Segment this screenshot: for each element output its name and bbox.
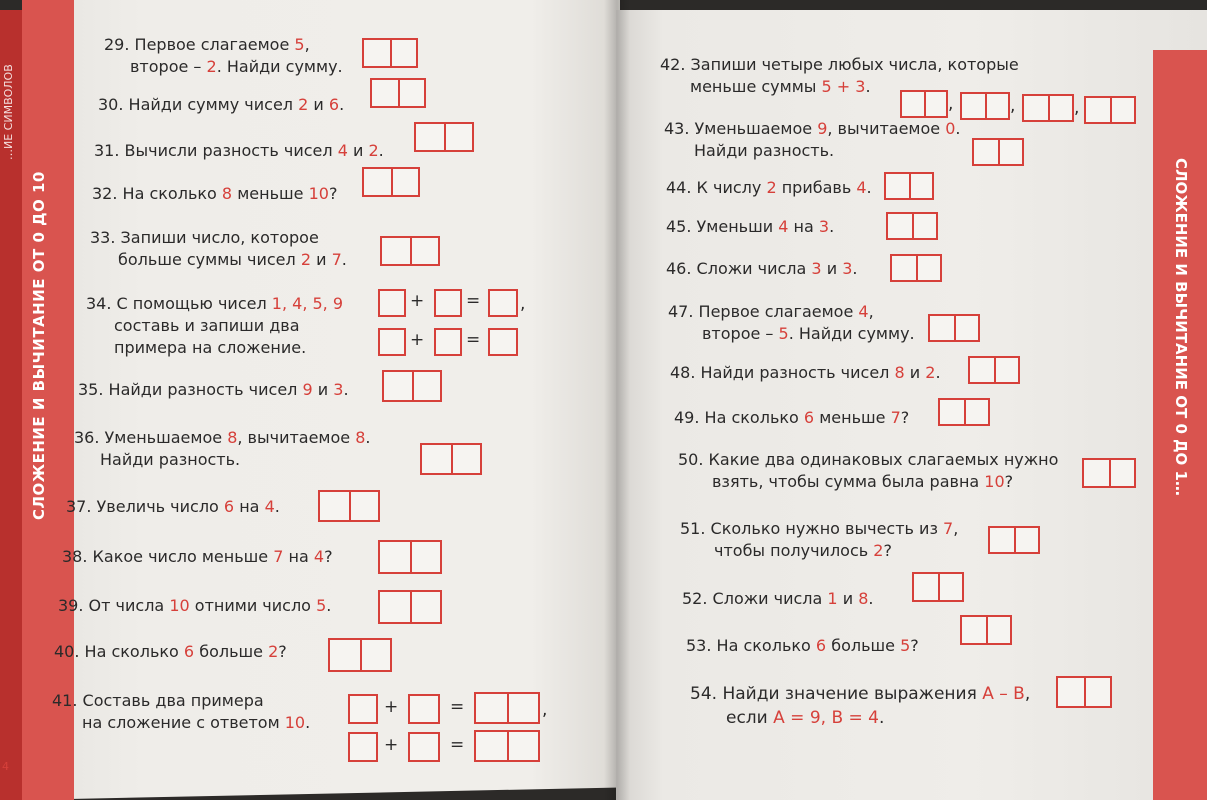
comma-sign: , [520,294,526,314]
answer-box-37[interactable] [318,490,380,522]
answer-box-34b-1[interactable] [378,328,406,356]
task-39: 39. От числа 10 отними число 5. [58,596,332,615]
task-29: 29. Первое слагаемое 5, второе – 2. Найди сумму. [104,35,343,76]
task-52: 52. Сложи числа 1 и 8. [682,589,874,608]
plus-sign: + [410,291,425,311]
answer-box-34b-2[interactable] [434,328,462,356]
task-48: 48. Найди разность чисел 8 и 2. [670,363,941,382]
answer-box-41b-2[interactable] [408,732,440,762]
answer-box-35[interactable] [382,370,442,402]
task-50: 50. Какие два одинаковых слагаемых нужно взять, чтобы сумма была равна 10? [678,450,1059,491]
answer-box-34a-3[interactable] [488,289,518,317]
answer-box-32[interactable] [362,167,420,197]
answer-box-41a-3[interactable] [474,692,540,724]
answer-box-40[interactable] [328,638,392,672]
equals-sign: = [450,697,465,717]
comma-sign: , [542,700,548,720]
answer-box-42-1[interactable] [900,90,948,118]
task-44: 44. К числу 2 прибавь 4. [666,178,872,197]
task-41: 41. Составь два примера на сложение с ответом 10. [52,691,311,732]
task-54: 54. Найди значение выражения A – B, если A = 9, B = 4. [690,684,1031,728]
answer-box-43[interactable] [972,138,1024,166]
answer-box-39[interactable] [378,590,442,624]
right-band-title: СЛОЖЕНИЕ И ВЫЧИТАНИЕ ОТ 0 ДО 1… [1172,158,1190,496]
task-42: 42. Запиши четыре любых числа, которые меньше суммы 5 + 3. [660,55,1019,96]
comma-sign: , [1010,96,1016,116]
answer-box-46[interactable] [890,254,942,282]
answer-box-42-4[interactable] [1084,96,1136,124]
equals-sign: = [466,291,481,311]
answer-box-52[interactable] [912,572,964,602]
answer-box-38[interactable] [378,540,442,574]
task-38: 38. Какое число меньше 7 на 4? [62,547,333,566]
answer-box-41b-1[interactable] [348,732,378,762]
answer-box-31[interactable] [414,122,474,152]
task-40: 40. На сколько 6 больше 2? [54,642,287,661]
answer-box-41a-2[interactable] [408,694,440,724]
task-43: 43. Уменьшаемое 9, вычитаемое 0. Найди разность. [664,119,961,160]
answer-box-29[interactable] [362,38,418,68]
answer-box-33[interactable] [380,236,440,266]
answer-box-51[interactable] [988,526,1040,554]
answer-box-36[interactable] [420,443,482,475]
answer-box-47[interactable] [928,314,980,342]
answer-box-41b-3[interactable] [474,730,540,762]
answer-box-49[interactable] [938,398,990,426]
task-34: 34. С помощью чисел 1, 4, 5, 9 составь и запиши два примера на сложение. [86,294,344,357]
task-37: 37. Увеличь число 6 на 4. [66,497,280,516]
task-51: 51. Сколько нужно вычесть из 7, чтобы получилось 2? [680,519,959,560]
task-45: 45. Уменьши 4 на 3. [666,217,835,236]
task-36: 36. Уменьшаемое 8, вычитаемое 8. Найди разность. [74,428,371,469]
answer-box-45[interactable] [886,212,938,240]
answer-box-48[interactable] [968,356,1020,384]
task-30: 30. Найди сумму чисел 2 и 6. [98,95,345,114]
equals-sign: = [466,330,481,350]
comma-sign: , [1074,98,1080,118]
answer-box-54[interactable] [1056,676,1112,708]
answer-box-41a-1[interactable] [348,694,378,724]
answer-box-34b-3[interactable] [488,328,518,356]
answer-box-34a-1[interactable] [378,289,406,317]
answer-box-42-3[interactable] [1022,94,1074,122]
answer-box-50[interactable] [1082,458,1136,488]
answer-box-30[interactable] [370,78,426,108]
answer-box-42-2[interactable] [960,92,1010,120]
left-band-title: СЛОЖЕНИЕ И ВЫЧИТАНИЕ ОТ 0 ДО 10 [30,171,48,520]
answer-box-53[interactable] [960,615,1012,645]
equals-sign: = [450,735,465,755]
task-33: 33. Запиши число, которое больше суммы чисел 2 и 7. [90,228,347,269]
book-gutter [604,0,630,800]
comma-sign: , [948,94,954,114]
task-32: 32. На сколько 8 меньше 10? [92,184,338,203]
task-53: 53. На сколько 6 больше 5? [686,636,919,655]
task-35: 35. Найди разность чисел 9 и 3. [78,380,349,399]
task-47: 47. Первое слагаемое 4, второе – 5. Найди сумму. [668,302,915,343]
plus-sign: + [384,735,399,755]
plus-sign: + [384,697,399,717]
answer-box-44[interactable] [884,172,934,200]
task-49: 49. На сколько 6 меньше 7? [674,408,910,427]
page-number: 4 [2,760,9,773]
plus-sign: + [410,330,425,350]
answer-box-34a-2[interactable] [434,289,462,317]
left-band-top-text: …ИЕ СИМВОЛОВ [2,64,15,160]
task-31: 31. Вычисли разность чисел 4 и 2. [94,141,384,160]
task-46: 46. Сложи числа 3 и 3. [666,259,858,278]
